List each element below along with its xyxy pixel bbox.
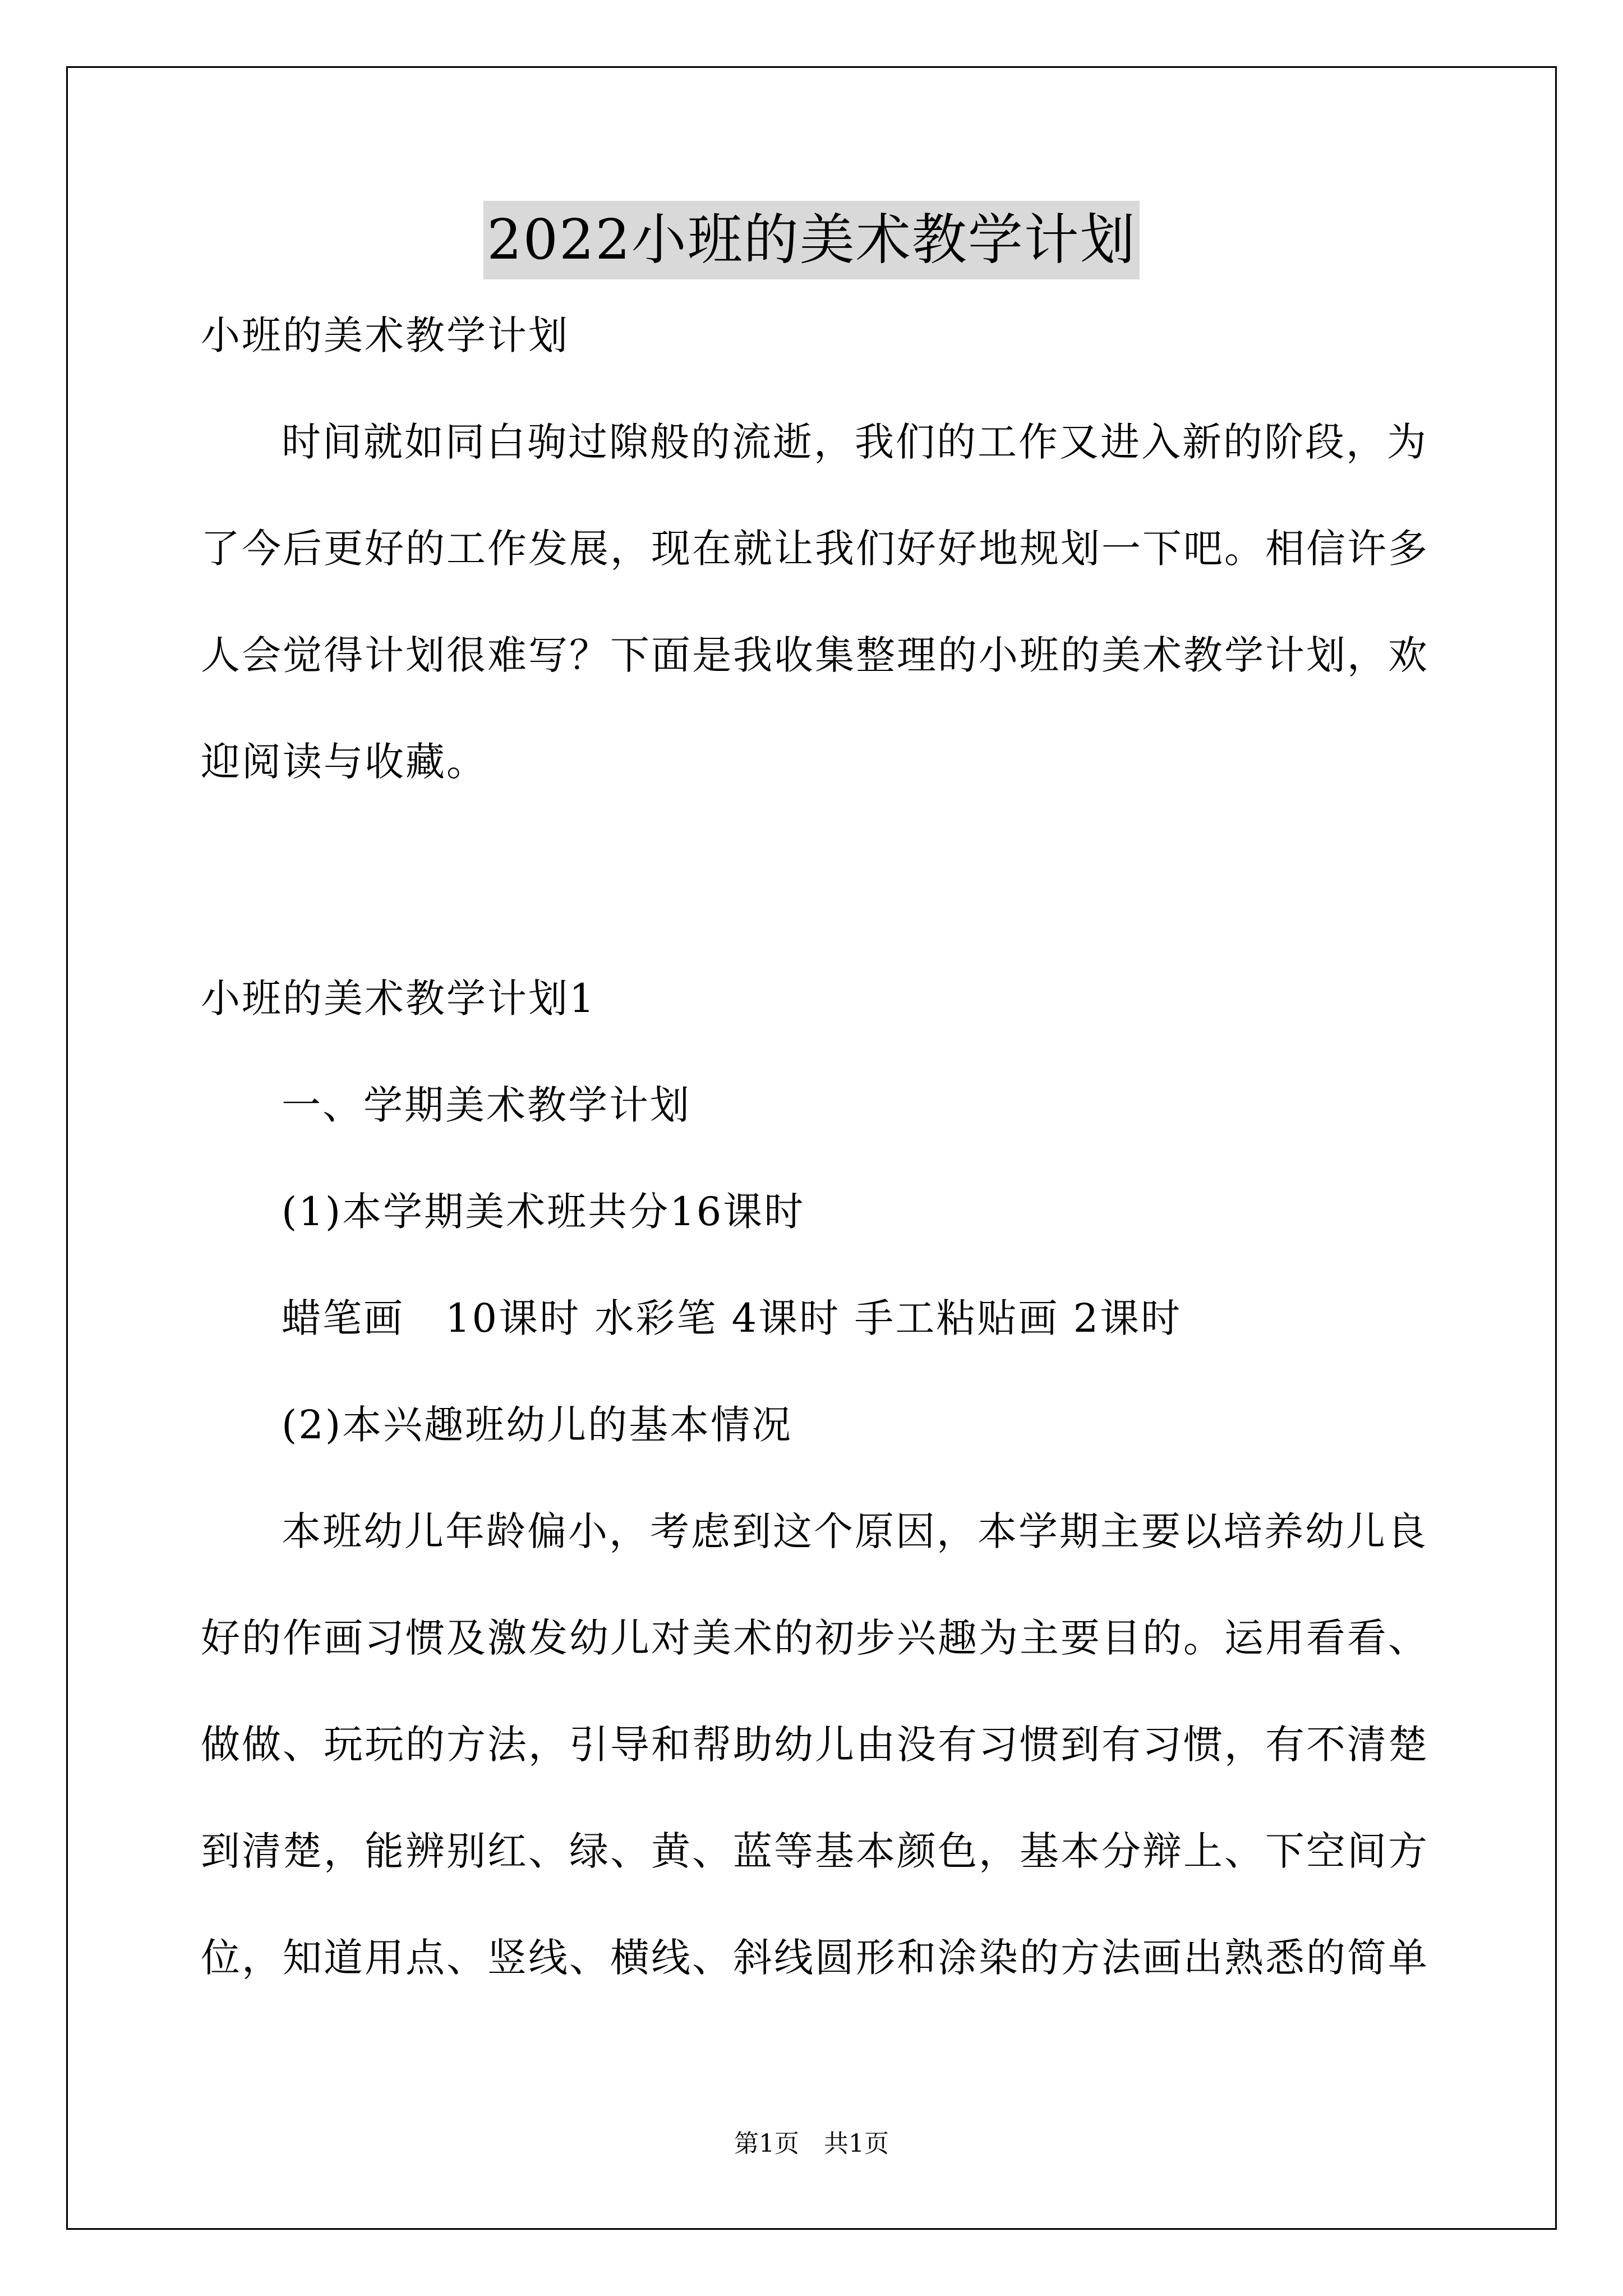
paragraph-line: 到清楚，能辨别红、绿、黄、蓝等基本颜色，基本分辩上、下空间方 — [201, 1828, 1429, 1874]
paragraph-line: 做做、玩玩的方法，引导和帮助幼儿由没有习惯到有习惯，有不清楚 — [201, 1722, 1429, 1768]
paragraph-line: (2)本兴趣班幼儿的基本情况 — [282, 1402, 793, 1448]
paragraph-line: 位，知道用点、竖线、横线、斜线圆形和涂染的方法画出熟悉的简单 — [201, 1935, 1429, 1981]
subsection-heading: 一、学期美术教学计划 — [282, 1082, 691, 1128]
paragraph-line: 蜡笔画 10课时 水彩笔 4课时 手工粘贴画 2课时 — [282, 1295, 1182, 1341]
paragraph-line: (1)本学期美术班共分16课时 — [282, 1189, 805, 1235]
paragraph-line: 了今后更好的工作发展，现在就让我们好好地规划一下吧。相信许多 — [201, 526, 1429, 572]
paragraph-line: 迎阅读与收藏。 — [201, 739, 487, 785]
paragraph-line: 时间就如同白驹过隙般的流逝，我们的工作又进入新的阶段，为 — [282, 419, 1428, 465]
section-heading: 小班的美术教学计划 — [201, 312, 569, 358]
page-footer: 第1页 共1页 — [734, 2129, 889, 2158]
paragraph-line: 人会觉得计划很难写？下面是我收集整理的小班的美术教学计划，欢 — [201, 632, 1429, 678]
paragraph-line: 好的作画习惯及激发幼儿对美术的初步兴趣为主要目的。运用看看、 — [201, 1615, 1429, 1661]
paragraph-line: 本班幼儿年龄偏小，考虑到这个原因，本学期主要以培养幼儿良 — [282, 1508, 1428, 1554]
section-heading: 小班的美术教学计划1 — [201, 976, 596, 1022]
document-title: 2022小班的美术教学计划 — [483, 201, 1139, 279]
title-container — [0, 201, 1623, 279]
page-border — [66, 66, 1557, 2230]
